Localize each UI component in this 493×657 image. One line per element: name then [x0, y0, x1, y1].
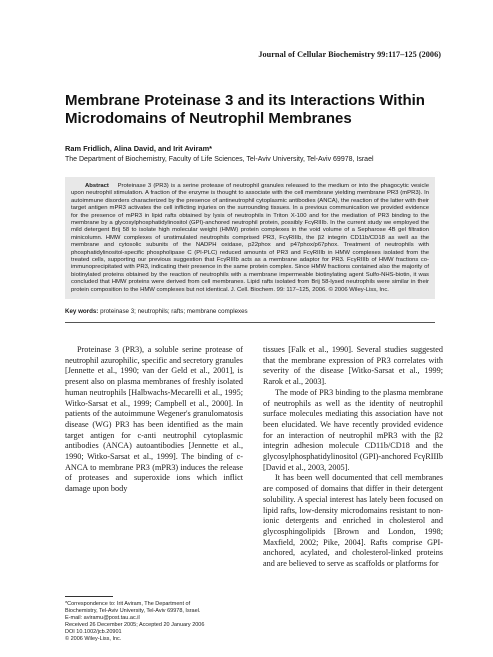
correspondence-note-cont: Biochemistry, Tel-Aviv University, Tel-Aviv 69978, Israel. — [65, 608, 201, 615]
doi-note: DOI 10.1002/jcb.20901 — [65, 629, 122, 636]
abstract-text: Proteinase 3 (PR3) is a serine protease of neutrophil granules released to the medium or into the phagocytic vesicle upon neutrophil stimulation. A fraction of the enzyme is thought to associate with the cell membrane yielding membrane PR3 (mPR3). In autoimmune disorders characterized by the presence of antineutrophil cytoplasmic antibodies (ANCA), the reaction of the latter with their target antigen mPR3 activates the cell inflicting injuries on the surrounding tissues. In a previous communication we provided evidence for the presence of mPR3 in lipid rafts obtained by lysis of neutrophils in Triton X-100 and for the mediation of PR3 binding to the membrane by a glycosylphosphatidylinositol (GPI)-anchored neutrophil protein, possibly FcγRIIIb. In the current study we employed the mild detergent Brij 58 to isolate high molecular weight (HMW) protein complexes in the void volume of a Sepharose 4B gel filtration minicolumn. HMW complexes of unstimulated neutrophils comprised PR3, FcγRIIIb, the β2 integrin CD11b/CD18 as well as the membrane and cytosolic subunits of the NADPH oxidase, p22phox and p47phox/p67phox. Treatment of neutrophils with phosphatidylinositol-specific phospholipase C (PI-PLC) reduced amounts of PR3 and FcγRIIIb in HMW complexes isolated from the treated cells, supporting our previous suggestion that FcγRIIIb acts as a membrane adaptor for PR3. FcγRIIIb of HMW fractions co-immunoprecipitated with PR3, indicating their presence in the same protein complex. Since HMW fractions contained also the majority of biotinylated proteins obtained by the reaction of neutrophils with a membrane impermeable biotinylating agent Sulfo-NHS-biotin, it was concluded that HMW proteins were derived from cell membranes. Lipid rafts isolated from Brij 58-lysed neutrophils were similar in their protein composition to the HMW complexes but not identical. J. Cell. Biochem. 99: 117–125, 2006. © 2006 Wiley-Liss, Inc. — [71, 183, 430, 293]
correspondence-note: *Correspondence to: Irit Aviram, The Department of — [65, 601, 191, 607]
footnote-divider — [65, 596, 113, 597]
abstract-paragraph — [71, 183, 429, 294]
keywords-text: proteinase 3; neutrophils; rafts; membrane complexes — [100, 308, 248, 315]
author-list: Ram Fridlich, Alina David, and Irit Aviram* — [65, 144, 213, 153]
copyright-note: © 2006 Wiley-Liss, Inc. — [65, 636, 122, 643]
article-title: Membrane Proteinase 3 and its Interactions Within Microdomains of Neutrophil Membranes — [65, 92, 425, 127]
body-paragraph: Proteinase 3 (PR3), a soluble serine protease of neutrophil azurophilic, specific and secretory granules [Jennette et al., 1990; van der Geld et al., 2001], is present also on plasma membranes of freshly isolated human neutrophils [Halbwachs-Mecarelli et al., 1995; Witko-Sarsat et al., 1999; Campbell et al., 2000]. In patients of the autoimmune Wegener's granulomatosis disease (WG) PR3 has been identified as the main target antigen for c-anti neutrophil cytoplasmic antibodies (ANCA) autoantibodies [Jennette et al., 1990; Witko-Sarsat et al., 1999]. The binding of c-ANCA to membrane PR3 (mPR3) induces the release of proteases and superoxide ions which inflict damage upon body — [65, 345, 243, 494]
footnotes — [65, 601, 250, 644]
body-column-right — [263, 345, 443, 570]
keywords — [65, 308, 248, 315]
section-divider — [65, 322, 435, 323]
keywords-label: Key words: — [65, 308, 99, 315]
affiliation: The Department of Biochemistry, Faculty of Life Sciences, Tel-Aviv University, Tel-Aviv 69978, Israel — [65, 156, 374, 163]
body-paragraph: It has been well documented that cell membranes are composed of domains that differ in their detergent solubility. A special interest has lately been focused on lipid rafts, low-density microdomains resistant to non-ionic detergents and enriched in cholesterol and glycosphingolipids [Brown and London, 1998; Maxfield, 2002; Pike, 2004]. Rafts comprise GPI-anchored, acylated, and cholesterol-linked proteins and are believed to serve as scaffolds or platforms for — [263, 473, 443, 569]
body-paragraph: tissues [Falk et al., 1990]. Several studies suggested that the membrane expression of PR3 correlates with severity of the disease [Witko-Sarsat et al., 1999; Rarok et al., 2003]. — [263, 345, 443, 387]
body-column-left — [65, 345, 243, 495]
journal-header: Journal of Cellular Biochemistry 99:117–125 (2006) — [258, 50, 441, 59]
received-note: Received 26 December 2005; Accepted 20 January 2006 — [65, 622, 205, 629]
abstract-label: Abstract — [85, 183, 109, 189]
body-paragraph: The mode of PR3 binding to the plasma membrane of neutrophils as well as the identity of neutrophil surface molecules mediating this association have not been elucidated. We have recently provided evidence for an interaction of neutrophil mPR3 with the β2 integrin adhesion molecule CD11b/CD18 and the glycosylphosphatidylinositol (GPI)-anchored FcγRIIIb [David et al., 2003, 2005]. — [263, 387, 443, 472]
email-note: E-mail: aviramu@post.tau.ac.il — [65, 615, 140, 622]
abstract-box — [65, 177, 435, 299]
